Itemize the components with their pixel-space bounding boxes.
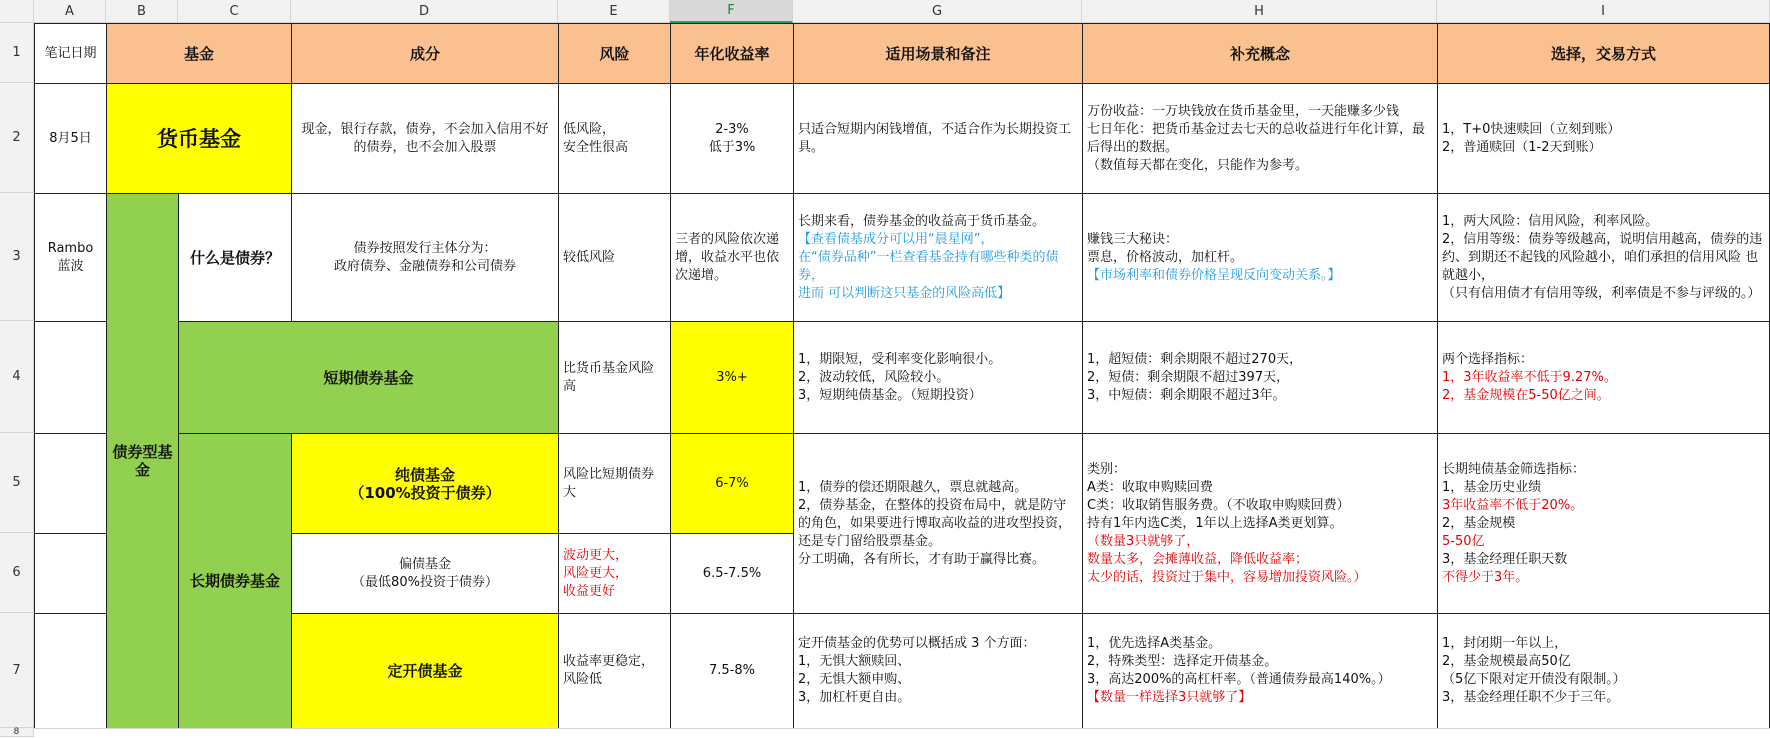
select-all-corner[interactable] [0, 0, 34, 23]
pure-bond-fund[interactable]: 纯债基金 （100%投资于债券） [291, 433, 559, 534]
column-header-h[interactable]: H [1082, 0, 1437, 23]
bond-biased-fund[interactable]: 偏债基金 （最低80%投资于债券） [291, 533, 559, 614]
header-annual-return[interactable]: 年化收益率 [670, 23, 794, 84]
header-risk[interactable]: 风险 [558, 23, 671, 84]
row56-concepts[interactable]: 类别： A类：收取申购赎回费 C类：收取销售服务费。（不收取申购赎回费） 持有1年内选C类，1年以上选择A类更划算。 （数量3只就够了， 数量太多，会摊薄收益，降低收益率； 太少的话，投资过于集中，容易增加投资风险。） [1082, 433, 1438, 614]
row4-scenario[interactable]: 1，期限短，受利率变化影响很小。 2，波动较低，风险较小。 3，短期纯债基金。（短期投资） [793, 321, 1083, 434]
column-header-i[interactable]: I [1437, 0, 1770, 23]
row4-annual-return[interactable]: 3%+ [670, 321, 794, 434]
row-header-8[interactable]: 8 [0, 728, 34, 737]
row2-concepts[interactable]: 万份收益：一万块钱放在货币基金里，一天能赚多少钱 七日年化：把货币基金过去七天的总收益进行年化计算，最后得出的数据。 （数值每天都在变化，只能作为参考。 [1082, 83, 1438, 194]
row-header-6[interactable]: 6 [0, 533, 34, 613]
column-header-f[interactable]: F [670, 0, 793, 23]
row7-annual-return[interactable]: 7.5-8% [670, 613, 794, 729]
row6-date[interactable] [34, 533, 107, 614]
row4-trading[interactable]: 两个选择指标： 1，3年收益率不低于9.27%。 2，基金规模在5-50亿之间。 [1437, 321, 1770, 434]
header-date[interactable]: 笔记日期 [34, 23, 107, 84]
column-header-e[interactable]: E [558, 0, 670, 23]
row5-date[interactable] [34, 433, 107, 534]
fixed-open-bond-fund[interactable]: 定开债基金 [291, 613, 559, 729]
row2-composition[interactable]: 现金，银行存款，债券，不会加入信用不好的债券，也不会加入股票 [291, 83, 559, 194]
long-term-bond-fund[interactable]: 长期债券基金 [178, 433, 292, 729]
row7-risk[interactable]: 收益率更稳定， 风险低 [558, 613, 671, 729]
row4-risk[interactable]: 比货币基金风险高 [558, 321, 671, 434]
row7-trading[interactable]: 1，封闭期一年以上， 2，基金规模最高50亿 （5亿下限对定开债没有限制。） 3，基金经理任职不少于三年。 [1437, 613, 1770, 729]
row2-trading[interactable]: 1，T+0快速赎回（立刻到账） 2，普通赎回（1-2天到账） [1437, 83, 1770, 194]
row6-risk[interactable]: 波动更大， 风险更大， 收益更好 [558, 533, 671, 614]
row3-date[interactable]: Rambo 蓝波 [34, 193, 107, 322]
row-header-5[interactable]: 5 [0, 433, 34, 533]
row-header-4[interactable]: 4 [0, 321, 34, 433]
row2-scenario[interactable]: 只适合短期内闲钱增值，不适合作为长期投资工具。 [793, 83, 1083, 194]
row7-scenario[interactable]: 定开债基金的优势可以概括成 3 个方面： 1，无惧大额赎回、 2，无惧大额申购、 3，加杠杆更自由。 [793, 613, 1083, 729]
row56-trading[interactable]: 长期纯债基金筛选指标： 1，基金历史业绩 3年收益率不低于20%。 2，基金规模 5-50亿 3，基金经理任职天数 不得少于3年。 [1437, 433, 1770, 614]
row-header-2[interactable]: 2 [0, 83, 34, 193]
what-is-bond[interactable]: 什么是债券？ [178, 193, 292, 322]
column-header-d[interactable]: D [291, 0, 558, 23]
column-header-b[interactable]: B [106, 0, 178, 23]
column-header-c[interactable]: C [178, 0, 291, 23]
row3-scenario[interactable]: 长期来看，债券基金的收益高于货币基金。 【查看债基成分可以用“晨星网”， 在“债券品种”一栏查看基金持有哪些种类的债券， 进而 可以判断这只基金的风险高低】 [793, 193, 1083, 322]
header-scenario[interactable]: 适用场景和备注 [793, 23, 1083, 84]
column-header-g[interactable]: G [793, 0, 1082, 23]
row2-risk[interactable]: 低风险， 安全性很高 [558, 83, 671, 194]
bond-fund-group[interactable]: 债券型基金 [106, 193, 179, 729]
row4-date[interactable] [34, 321, 107, 434]
short-term-bond-fund[interactable]: 短期债券基金 [178, 321, 559, 434]
row-header-3[interactable]: 3 [0, 193, 34, 321]
header-fund[interactable]: 基金 [106, 23, 292, 84]
row-header-7[interactable]: 7 [0, 613, 34, 728]
row7-concepts[interactable]: 1，优先选择A类基金。 2，特殊类型：选择定开债基金。 3，高达200%的高杠杆率。（普通债券最高140%。） 【数量一样选择3只就够了】 [1082, 613, 1438, 729]
row-header-1[interactable]: 1 [0, 23, 34, 83]
row7-date[interactable] [34, 613, 107, 729]
row2-date[interactable]: 8月5日 [34, 83, 107, 194]
header-concepts[interactable]: 补充概念 [1082, 23, 1438, 84]
header-trading[interactable]: 选择，交易方式 [1437, 23, 1770, 84]
row3-trading[interactable]: 1，两大风险：信用风险，利率风险。 2，信用等级：债券等级越高，说明信用越高，债券的违约、到期还不起钱的风险越小，咱们承担的信用风险 也就越小， （只有信用债才有信用等级，利率债是不参与评级的。） [1437, 193, 1770, 322]
header-composition[interactable]: 成分 [291, 23, 559, 84]
row3-concepts[interactable]: 赚钱三大秘诀： 票息，价格波动，加杠杆。 【市场利率和债券价格呈现反向变动关系。】 [1082, 193, 1438, 322]
column-header-a[interactable]: A [34, 0, 106, 23]
row2-annual-return[interactable]: 2-3% 低于3% [670, 83, 794, 194]
row3-annual-return[interactable]: 三者的风险依次递增，收益水平也依次递增。 [670, 193, 794, 322]
row5-annual-return[interactable]: 6-7% [670, 433, 794, 534]
money-fund[interactable]: 货币基金 [106, 83, 292, 194]
row3-risk[interactable]: 较低风险 [558, 193, 671, 322]
row3-composition[interactable]: 债券按照发行主体分为： 政府债券、金融债券和公司债券 [291, 193, 559, 322]
row6-annual-return[interactable]: 6.5-7.5% [670, 533, 794, 614]
row5-risk[interactable]: 风险比短期债券大 [558, 433, 671, 534]
row4-concepts[interactable]: 1，超短债：剩余期限不超过270天， 2，短债：剩余期限不超过397天， 3，中短债：剩余期限不超过3年。 [1082, 321, 1438, 434]
row56-scenario[interactable]: 1，债券的偿还期限越久，票息就越高。 2，债券基金，在整体的投资布局中，就是防守的角色，如果要进行博取高收益的进攻型投资，还是专门留给股票基金。 分工明确，各有所长，才有助于赢得比赛。 [793, 433, 1083, 614]
